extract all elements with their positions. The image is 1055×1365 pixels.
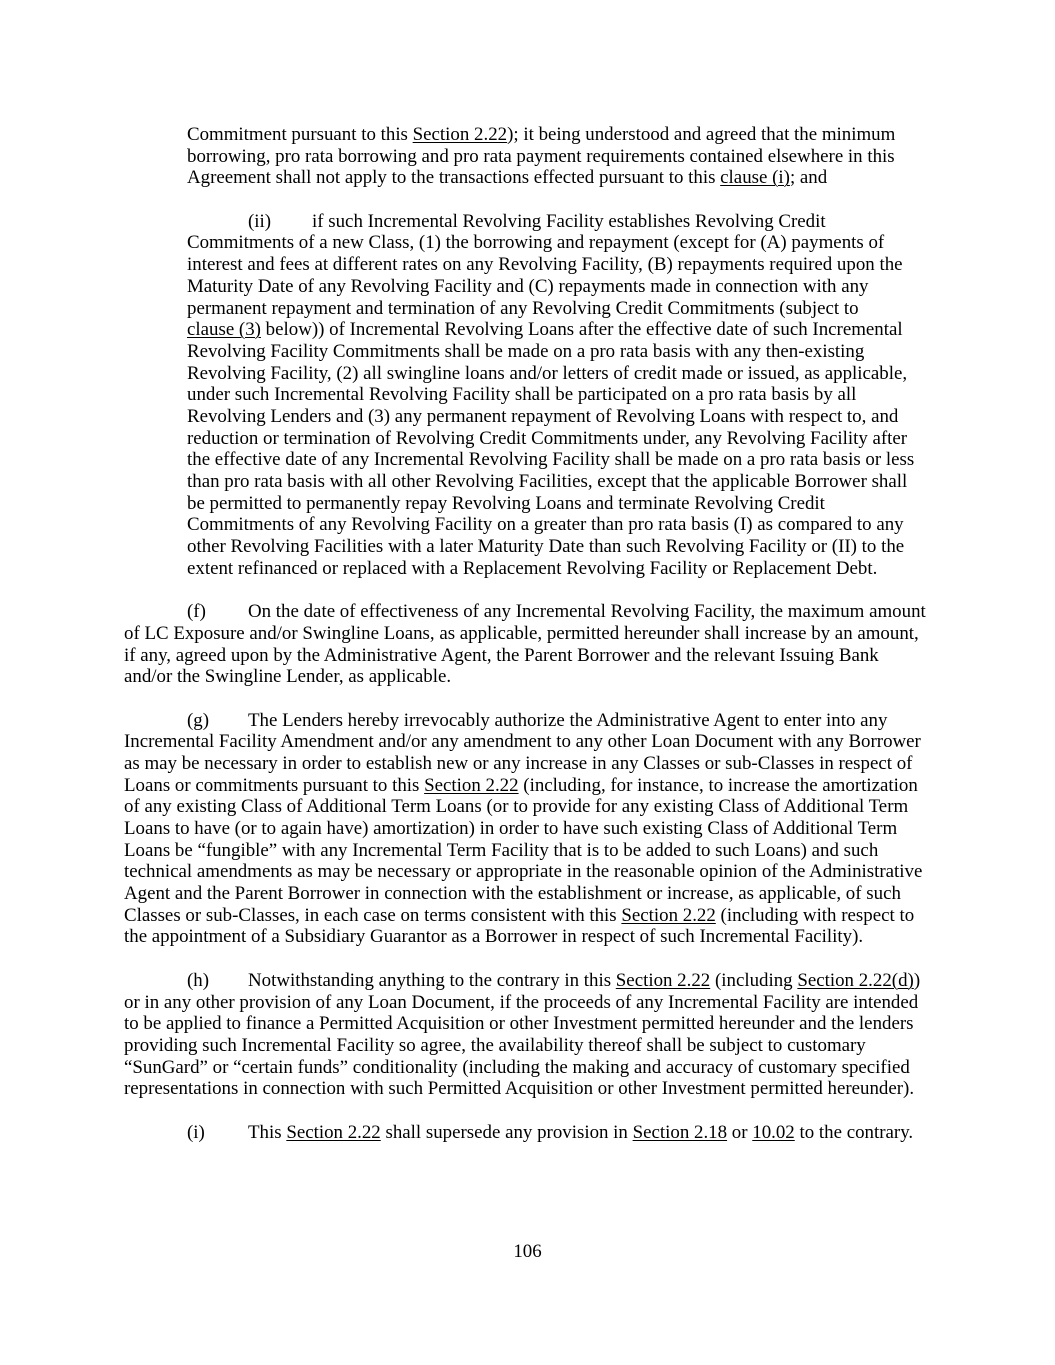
text-segment: Loans or commitments pursuant to this <box>124 774 425 796</box>
text-line: “SunGard” or “certain funds” conditionality (including the making and accuracy of customary specified <box>124 1056 910 1078</box>
clause-reference: clause (3) <box>187 319 261 341</box>
section-reference: Section 2.22 <box>621 904 716 926</box>
text-line <box>124 124 944 146</box>
text-segment: or <box>727 1121 753 1143</box>
text-line: Revolving Facility Commitments shall be made on a pro rata basis with any then-existing <box>187 340 865 362</box>
text-line: or in any other provision of any Loan Document, if the proceeds of any Incremental Facility are intended <box>124 991 919 1013</box>
text-line <box>124 710 944 732</box>
text-line <box>124 970 944 992</box>
text-line: of any existing Class of Additional Term Loans (or to provide for any existing Class of Additional Term <box>124 796 909 818</box>
clause-label: (h) <box>187 969 210 991</box>
page-number: 106 <box>513 1241 542 1262</box>
text-segment: Commitment pursuant to this <box>187 124 413 145</box>
paragraph-clause-f <box>124 601 944 688</box>
text-line: permanent repayment and termination of any Revolving Credit Commitments (subject to <box>187 297 859 319</box>
section-reference: 10.02 <box>752 1121 795 1143</box>
text-segment: (including, for instance, to increase the amortization <box>518 774 918 796</box>
text-line <box>124 905 944 927</box>
text-line: to be applied to finance a Permitted Acquisition or other Investment permitted hereunder and the lenders <box>124 1013 914 1035</box>
clause-label: (f) <box>187 601 206 623</box>
text-segment: The Lenders hereby irrevocably authorize the Administrative Agent to enter into any <box>248 709 888 731</box>
text-segment: if such Incremental Revolving Facility establishes Revolving Credit <box>312 210 826 232</box>
document-body <box>124 124 944 1165</box>
text-segment: ); it being understood and agreed that the minimum <box>507 124 896 145</box>
text-line: Loans to have (or to again have) amortization) in order to have such existing Class of Additional Term <box>124 818 898 839</box>
clause-reference: clause (i) <box>720 167 790 189</box>
text-line <box>124 775 944 797</box>
section-reference: Section 2.22 <box>412 124 508 145</box>
text-line: of LC Exposure and/or Swingline Loans, as applicable, permitted hereunder shall increase by an amount, <box>124 622 919 644</box>
text-line: interest and fees at different rates on any Revolving Facility, (B) repayments required upon the <box>187 254 903 276</box>
text-line: the effective date of any Incremental Revolving Facility shall be made on a pro rata basis or less <box>187 449 915 471</box>
paragraph-clause-h <box>124 970 944 1100</box>
text-line: Revolving Facility, (2) all swingline loans and/or letters of credit made or issued, as applicable, <box>187 362 908 384</box>
paragraph-clause-ii <box>124 211 944 580</box>
text-line <box>124 601 944 623</box>
text-line <box>124 319 944 341</box>
text-segment: Notwithstanding anything to the contrary in this <box>248 969 616 991</box>
text-line: borrowing, pro rata borrowing and pro rata payment requirements contained elsewhere in this <box>187 145 895 167</box>
text-line: than pro rata basis with all other Revolving Facilities, except that the applicable Borrower shall <box>187 471 908 492</box>
section-reference: Section 2.18 <box>632 1121 728 1143</box>
text-line: representations in connection with such Permitted Acquisition or other Investment permitted hereunder). <box>124 1078 915 1100</box>
text-line: as may be necessary in order to establish new or any increase in any Classes or sub-Classes in respect of <box>124 752 913 774</box>
text-segment: ) <box>913 969 921 991</box>
text-segment: (including <box>710 969 798 991</box>
section-reference: Section 2.22 <box>615 969 711 991</box>
clause-label: (g) <box>187 709 210 731</box>
text-line: other Revolving Facilities with a later Maturity Date than such Revolving Facility or (II) to the <box>187 536 905 558</box>
text-line: Commitments of a new Class, (1) the borrowing and repayment (except for (A) payments of <box>187 232 885 254</box>
text-segment: Agreement shall not apply to the transactions effected pursuant to this <box>187 167 721 189</box>
text-segment: This <box>248 1121 287 1143</box>
text-segment: ; and <box>789 167 828 189</box>
text-line <box>124 1122 944 1144</box>
clause-label: (i) <box>187 1121 205 1143</box>
paragraph-continuation <box>124 124 944 189</box>
text-line <box>124 167 944 189</box>
text-segment: below)) of Incremental Revolving Loans after the effective date of such Incremental <box>260 319 903 341</box>
text-line: Loans be “fungible” with any Incremental Term Facility that is to be added to such Loans) and such <box>124 839 879 861</box>
section-reference: Section 2.22 <box>286 1121 381 1143</box>
text-line <box>124 211 944 233</box>
text-segment: shall supersede any provision in <box>380 1121 633 1143</box>
text-line: providing such Incremental Facility so agree, the availability thereof shall be subject to customary <box>124 1034 866 1056</box>
text-segment: Classes or sub-Classes, in each case on terms consistent with this <box>124 904 622 926</box>
text-line: Incremental Facility Amendment and/or any amendment to any other Loan Document with any Borrower <box>124 731 921 753</box>
text-line: Maturity Date of any Revolving Facility and (C) repayments made in connection with any <box>187 275 869 297</box>
text-segment: (including with respect to <box>715 904 915 926</box>
text-line: under such Incremental Revolving Facility shall be participated on a pro rata basis by all <box>187 384 857 406</box>
text-line: Revolving Lenders and (3) any permanent repayment of Revolving Loans with respect to, and <box>187 405 899 427</box>
text-line: Commitments of any Revolving Facility on a greater than pro rata basis (I) as compared to any <box>187 514 904 536</box>
text-line: if any, agreed upon by the Administrative Agent, the Parent Borrower and the relevant Issuing Bank <box>124 644 879 666</box>
text-line: Agent and the Parent Borrower in connection with the establishment or increase, as applicable, of such <box>124 883 901 905</box>
section-reference: Section 2.22 <box>424 774 519 796</box>
paragraph-clause-g <box>124 710 944 949</box>
text-line: the appointment of a Subsidiary Guarantor as a Borrower in respect of such Incremental Facility). <box>124 926 864 948</box>
text-line: extent refinanced or replaced with a Replacement Revolving Facility or Replacement Debt. <box>187 557 878 579</box>
text-segment: to the contrary. <box>794 1121 914 1143</box>
clause-label: (ii) <box>248 210 272 232</box>
text-line: and/or the Swingline Lender, as applicable. <box>124 666 452 688</box>
text-line: reduction or termination of Revolving Credit Commitments under, any Revolving Facility after <box>187 427 908 449</box>
text-segment: On the date of effectiveness of any Incremental Revolving Facility, the maximum amount <box>248 601 926 623</box>
paragraph-clause-i <box>124 1122 944 1144</box>
section-reference: Section 2.22(d) <box>797 969 914 991</box>
text-line: technical amendments as may be necessary or appropriate in the reasonable opinion of the Administrative <box>124 861 923 883</box>
text-line: be permitted to permanently repay Revolving Loans and terminate Revolving Credit <box>187 492 825 514</box>
